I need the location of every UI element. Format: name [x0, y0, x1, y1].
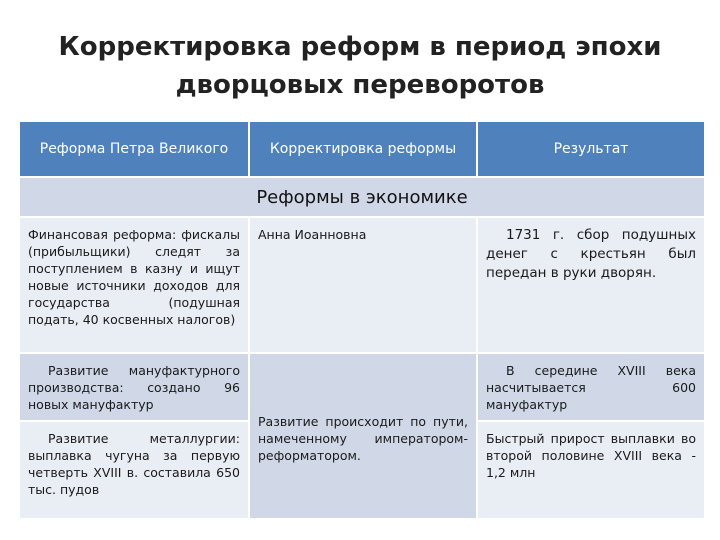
header-reform-label: Реформа Петра Великого [39, 141, 229, 157]
section-row-economy [20, 178, 704, 216]
header-correction-label: Корректировка реформы [269, 141, 457, 157]
row1-result-cell [478, 218, 704, 352]
row3-reform-text: Развитие металлургии: выплавка чугуна за первую четверть XVIII в. составила 650 тыс. пудов [28, 431, 240, 497]
row1-correction-cell [250, 218, 476, 352]
header-result-label: Результат [553, 141, 629, 157]
row2-reform-cell [20, 354, 248, 420]
title-line-2: дворцовых переворотов [175, 70, 545, 100]
title-line-1: Корректировка реформ в период эпохи [58, 32, 662, 62]
merged-correction-text: Развитие происходит по пути, намеченному императором-реформатором. [258, 413, 468, 463]
row2-result-text: В середине XVIII века насчитывается 600 мануфактур [486, 363, 696, 412]
row1-reform-text: Финансовая реформа: фискалы (прибыльщики) следят за поступлением в казну и ищут новые источники доходов для государства (подушная подать, 40 косвенных налогов) [28, 227, 240, 327]
header-cell-correction [250, 122, 476, 176]
row1-result-text: 1731 г. сбор подушных денег с крестьян был передан в руки дворян. [486, 227, 696, 281]
row3-result-text: Быстрый прирост выплавки во второй половине XVIII века - 1,2 млн [486, 431, 696, 480]
row3-reform-cell [20, 422, 248, 518]
merged-correction-cell [250, 354, 476, 518]
row3-result-cell [478, 422, 704, 518]
row1-correction-text: Анна Иоанновна [258, 227, 367, 242]
row2-reform-text: Развитие мануфактурного производства: создано 96 новых мануфактур [28, 363, 240, 412]
row2-result-cell [478, 354, 704, 420]
row1-reform-cell [20, 218, 248, 352]
header-cell-reform [20, 122, 248, 176]
section-label: Реформы в экономике [256, 186, 468, 208]
header-cell-result [478, 122, 704, 176]
